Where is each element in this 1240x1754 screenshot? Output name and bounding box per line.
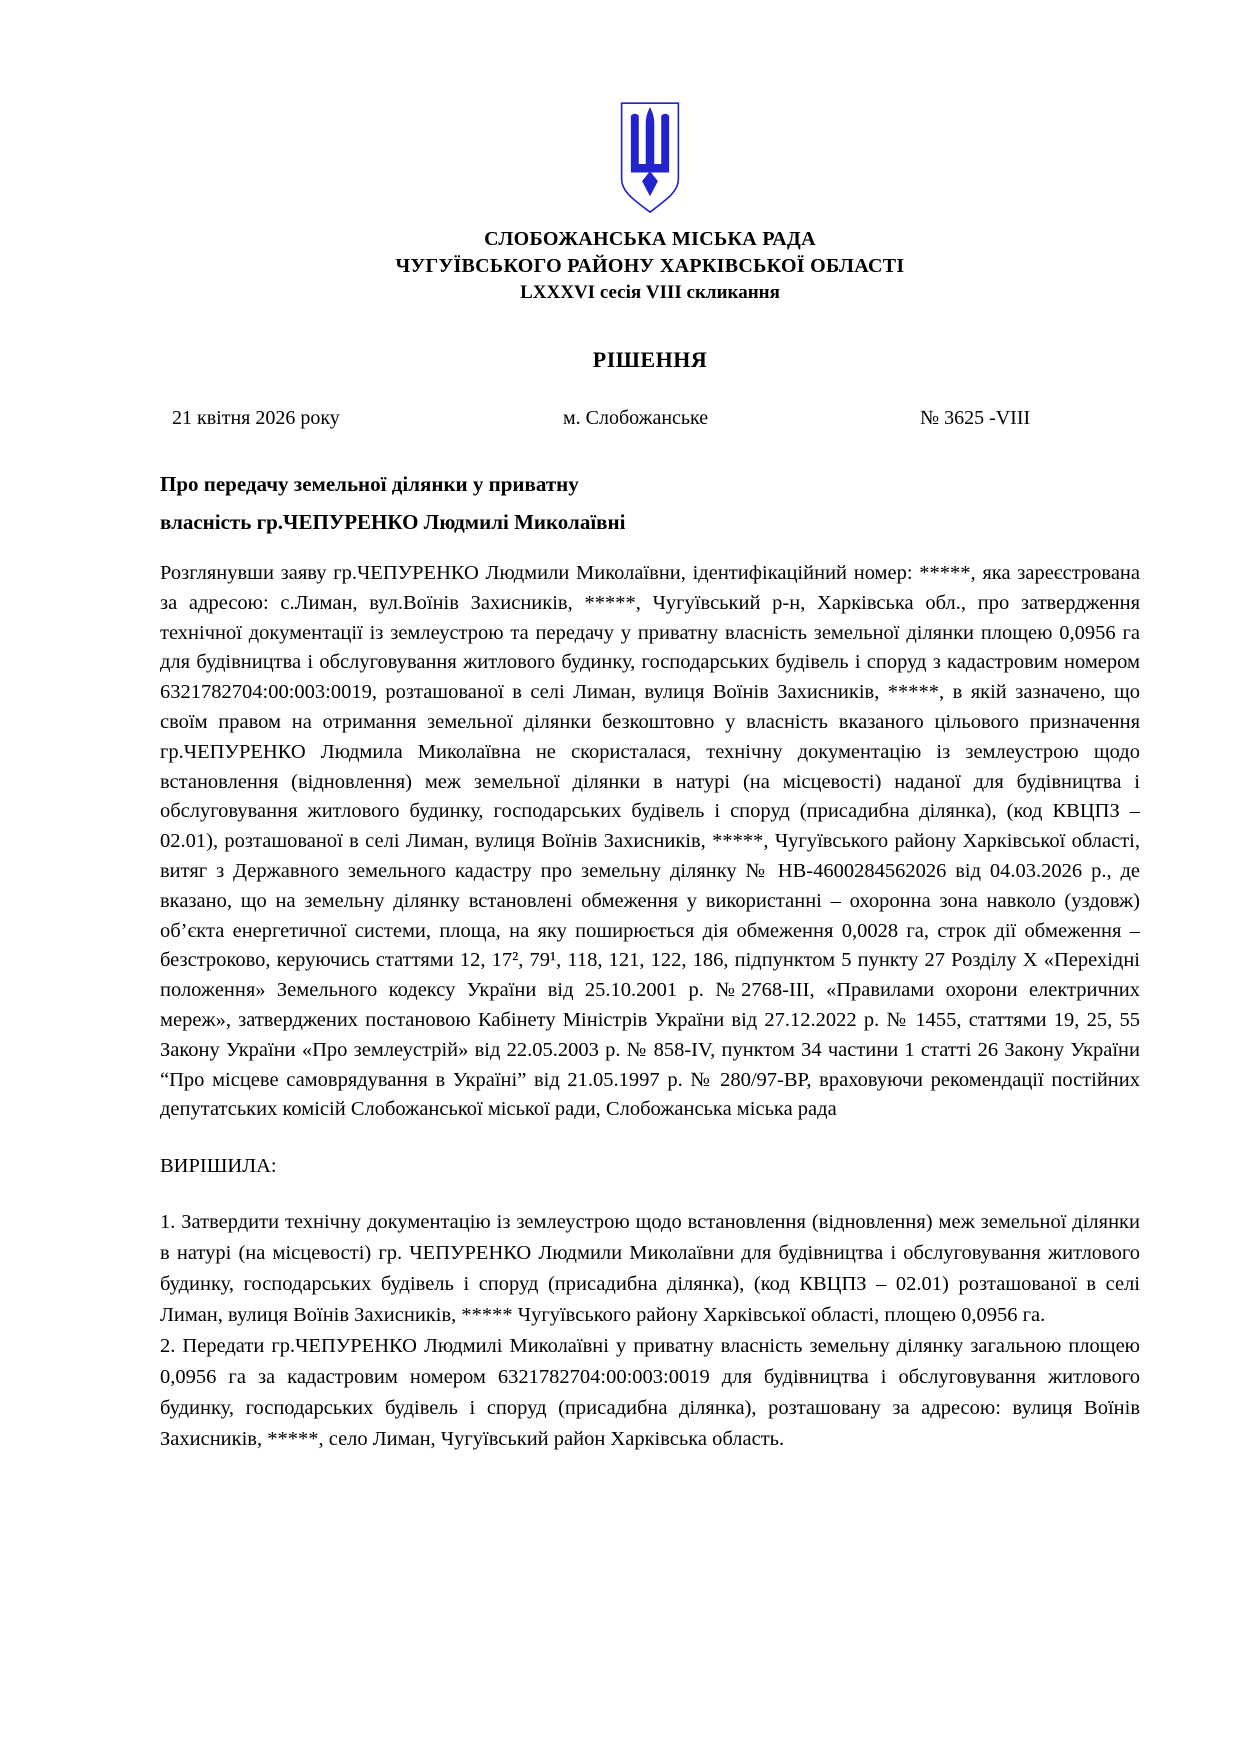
resolution-items — [160, 1207, 1140, 1455]
decision-meta-row — [160, 407, 1140, 433]
preamble-paragraph: Розглянувши заяву гр.ЧЕПУРЕНКО Людмили Миколаївни, ідентифікаційний номер: *****, яка зареєстрована за адресою: с.Лиман, вул.Воїнів Захисників, *****, Чугуївський р-н, Харківська обл., про затвердження технічної документації із землеустрою та передачу у приватну власність земельної ділянки площею 0,0956 га для будівництва і обслуговування житлового будинку, господарських будівель і споруд з кадастровим номером 6321782704:00:003:0019, розташованої в селі Лиман, вулиця Воїнів Захисників, *****, в якій зазначено, що своїм правом на отримання земельної ділянки безкоштовно у власність вказаного цільового призначення гр.ЧЕПУРЕНКО Людмила Миколаївна не скористалася, технічну документацію із землеустрою щодо встановлення (відновлення) меж земельної ділянки в натурі (на місцевості) наданої для будівництва і обслуговування житлового будинку, господарських будівель і споруд (присадибна ділянка), (код КВЦПЗ – 02.01), розташованої в селі Лиман, вулиця Воїнів Захисників, *****, Чугуївського району Харківської області, витяг з Державного земельного кадастру про земельну ділянку № НВ-4600284562026 від 04.03.2026 р., де вказано, що на земельну ділянку встановлені обмеження у використанні – охоронна зона навколо (уздовж) об’єкта енергетичної системи, площа, на яку поширюється дія обмеження 0,0028 га, строк дії обмеження – безстроково, керуючись статтями 12, 17², 79¹, 118, 121, 122, 186, підпунктом 5 пункту 27 Розділу X «Перехідні положення» Земельного кодексу України від 25.10.2001 р. №2768-ІІІ, «Правилами охорони електричних мереж», затверджених постановою Кабінету Міністрів України від 27.12.2022 р. № 1455, статтями 19, 25, 55 Закону України «Про землеустрій» від 22.05.2003 р. № 858-IV, пунктом 34 частини 1 статті 26 Закону України “Про місцеве самоврядування в Україні” від 21.05.1997 р. № 280/97-ВР, враховуючи рекомендації постійних депутатських комісій Слобожанської міської ради, Слобожанська міська рада — [160, 562, 1140, 1121]
resolved-label: ВИРІШИЛА: — [160, 1155, 277, 1178]
decision-date: 21 квітня 2026 року — [172, 407, 340, 429]
resolution-item-1: 1. Затвердити технічну документацію із землеустрою щодо встановлення (відновлення) меж земельної ділянки в натурі (на місцевості) гр. ЧЕПУРЕНКО Людмили Миколаївни для будівництва і обслуговування житлового будинку, господарських будівель і споруд (присадибна ділянка), (код КВЦПЗ – 02.01) розташованої в селі Лиман, вулиця Воїнів Захисників, ***** Чугуївського району Харківської області, площею 0,0956 га. — [160, 1211, 1140, 1327]
decision-number: № 3625 -VIII — [920, 407, 1031, 429]
document-content — [160, 0, 1140, 1455]
council-name: СЛОБОЖАНСЬКА МІСЬКА РАДА — [484, 228, 816, 250]
resolution-item-2: 2. Передати гр.ЧЕПУРЕНКО Людмилі Миколаївні у приватну власність земельну ділянку загальною площею 0,0956 га за кадастровим номером 6321782704:00:003:0019 для будівництва і обслуговування житлового будинку, господарських будівель і споруд (присадибна ділянка), розташовану за адресою: вулиця Воїнів Захисників, *****, село Лиман, Чугуївський район Харківська область. — [160, 1335, 1140, 1451]
decision-subject-line1: Про передачу земельної ділянки у приватну — [160, 472, 579, 496]
decision-place: м. Слобожанське — [563, 407, 709, 429]
coat-of-arms — [617, 100, 683, 216]
decision-subject-line2: власність гр.ЧЕПУРЕНКО Людмилі Миколаївні — [160, 510, 626, 534]
district-name: ЧУГУЇВСЬКОГО РАЙОНУ ХАРКІВСЬКОЇ ОБЛАСТІ — [395, 255, 905, 277]
decision-subject — [160, 465, 1140, 541]
ukraine-trident-icon — [617, 100, 683, 216]
document-type-heading: РІШЕННЯ — [592, 347, 708, 372]
session-line: LXXXVI сесія VIII скликання — [520, 282, 780, 303]
